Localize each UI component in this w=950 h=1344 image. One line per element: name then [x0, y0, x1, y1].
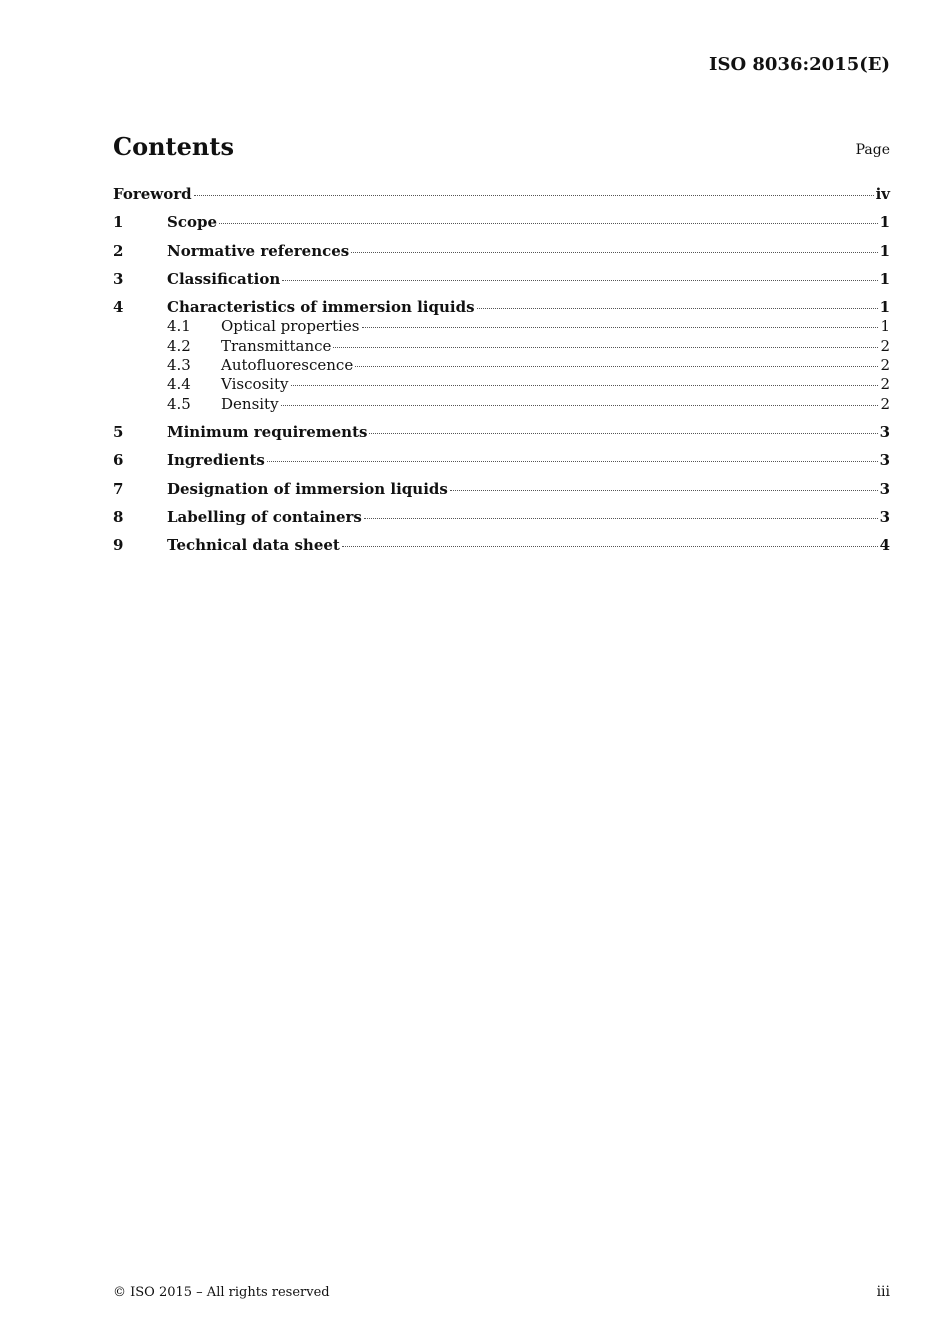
- toc-entry-page: 2: [880, 336, 890, 355]
- toc-entry-label: Optical properties: [221, 317, 360, 336]
- toc-entry-number: 8: [113, 507, 124, 526]
- toc-entry-ingredients[interactable]: [113, 451, 890, 479]
- toc-leader-dots: [267, 461, 878, 462]
- page-column-label: Page: [855, 142, 890, 158]
- toc-leader-dots: [291, 385, 879, 386]
- toc-leader-dots: [282, 280, 877, 281]
- toc-entry-technical-data-sheet[interactable]: [113, 536, 890, 564]
- toc-entry-page: 3: [879, 422, 890, 441]
- document-id: ISO 8036:2015(E): [709, 54, 890, 75]
- toc-entry-number: 3: [113, 269, 124, 288]
- toc-leader-dots: [342, 546, 878, 547]
- toc-leader-dots: [369, 433, 877, 434]
- toc-entry-labelling[interactable]: [113, 508, 890, 536]
- toc-entry-number: 5: [113, 422, 124, 441]
- toc-entry-number: 1: [113, 213, 124, 232]
- toc-entry-label: Ingredients: [167, 451, 265, 470]
- toc-entry-number: 6: [113, 451, 124, 470]
- toc-entry-page: 1: [879, 298, 890, 317]
- toc-entry-number: 9: [113, 536, 124, 555]
- toc-entry-label: Designation of immersion liquids: [167, 479, 448, 498]
- toc-entry-label: Minimum requirements: [167, 422, 368, 441]
- toc-entry-normative-references[interactable]: [113, 242, 890, 270]
- toc-entry-foreword[interactable]: [113, 185, 890, 213]
- toc-entry-label: Normative references: [167, 241, 350, 260]
- toc-entry-classification[interactable]: [113, 270, 890, 298]
- toc-leader-dots: [355, 366, 878, 367]
- toc-entry-number: 4: [113, 298, 124, 317]
- toc-entry-page: 1: [879, 269, 890, 288]
- toc-entry-page: 1: [879, 213, 890, 232]
- toc-entry-label: Autofluorescence: [221, 356, 354, 375]
- toc-leader-dots: [450, 490, 878, 491]
- toc-entry-label: Density: [221, 394, 279, 413]
- toc-entry-number: 7: [113, 479, 124, 498]
- toc-subentry-optical-properties[interactable]: [113, 317, 890, 336]
- toc-entry-minimum-requirements[interactable]: [113, 423, 890, 451]
- contents-title: Contents: [113, 132, 234, 161]
- toc-entry-page: iv: [875, 185, 890, 203]
- toc-leader-dots: [351, 252, 877, 253]
- toc-entry-page: 1: [879, 241, 890, 260]
- toc-entry-label: Technical data sheet: [167, 536, 340, 555]
- toc-entry-number: 4.3: [167, 356, 191, 375]
- toc-entry-page: 3: [879, 451, 890, 470]
- toc-subentry-density[interactable]: [113, 395, 890, 414]
- toc-entry-scope[interactable]: [113, 213, 890, 241]
- toc-subentry-autofluorescence[interactable]: [113, 356, 890, 375]
- toc-entry-page: 3: [879, 479, 890, 498]
- toc-subentry-viscosity[interactable]: [113, 375, 890, 394]
- toc-leader-dots: [194, 195, 874, 196]
- toc-subentry-transmittance[interactable]: [113, 337, 890, 356]
- toc-entry-label: Characteristics of immersion liquids: [167, 298, 475, 317]
- toc-entry-label: Transmittance: [221, 336, 332, 355]
- toc-leader-dots: [477, 308, 878, 309]
- toc-entry-number: 4.1: [167, 317, 191, 336]
- toc-entry-label: Scope: [167, 213, 218, 232]
- toc-leader-dots: [219, 223, 878, 224]
- toc-leader-dots: [281, 405, 879, 406]
- toc-entry-page: 4: [879, 536, 890, 555]
- toc-entry-number: 4.4: [167, 375, 191, 394]
- toc-entry-page: 3: [879, 507, 890, 526]
- toc-entry-page: 2: [880, 375, 890, 394]
- toc-entry-number: 4.2: [167, 336, 191, 355]
- footer-copyright: © ISO 2015 – All rights reserved: [113, 1285, 330, 1300]
- toc-entry-label: Foreword: [113, 185, 192, 203]
- footer-page-number: iii: [876, 1284, 890, 1300]
- toc-entry-number: 2: [113, 241, 124, 260]
- toc-leader-dots: [364, 518, 878, 519]
- toc-entry-label: Classification: [167, 269, 281, 288]
- toc-entry-page: 2: [880, 356, 890, 375]
- toc-leader-dots: [333, 347, 878, 348]
- table-of-contents: [113, 185, 890, 564]
- toc-entry-designation[interactable]: [113, 480, 890, 508]
- toc-leader-dots: [362, 327, 879, 328]
- toc-entry-label: Viscosity: [221, 375, 289, 394]
- toc-entry-page: 1: [880, 317, 890, 336]
- toc-entry-page: 2: [880, 394, 890, 413]
- toc-entry-number: 4.5: [167, 394, 191, 413]
- toc-entry-label: Labelling of containers: [167, 507, 362, 526]
